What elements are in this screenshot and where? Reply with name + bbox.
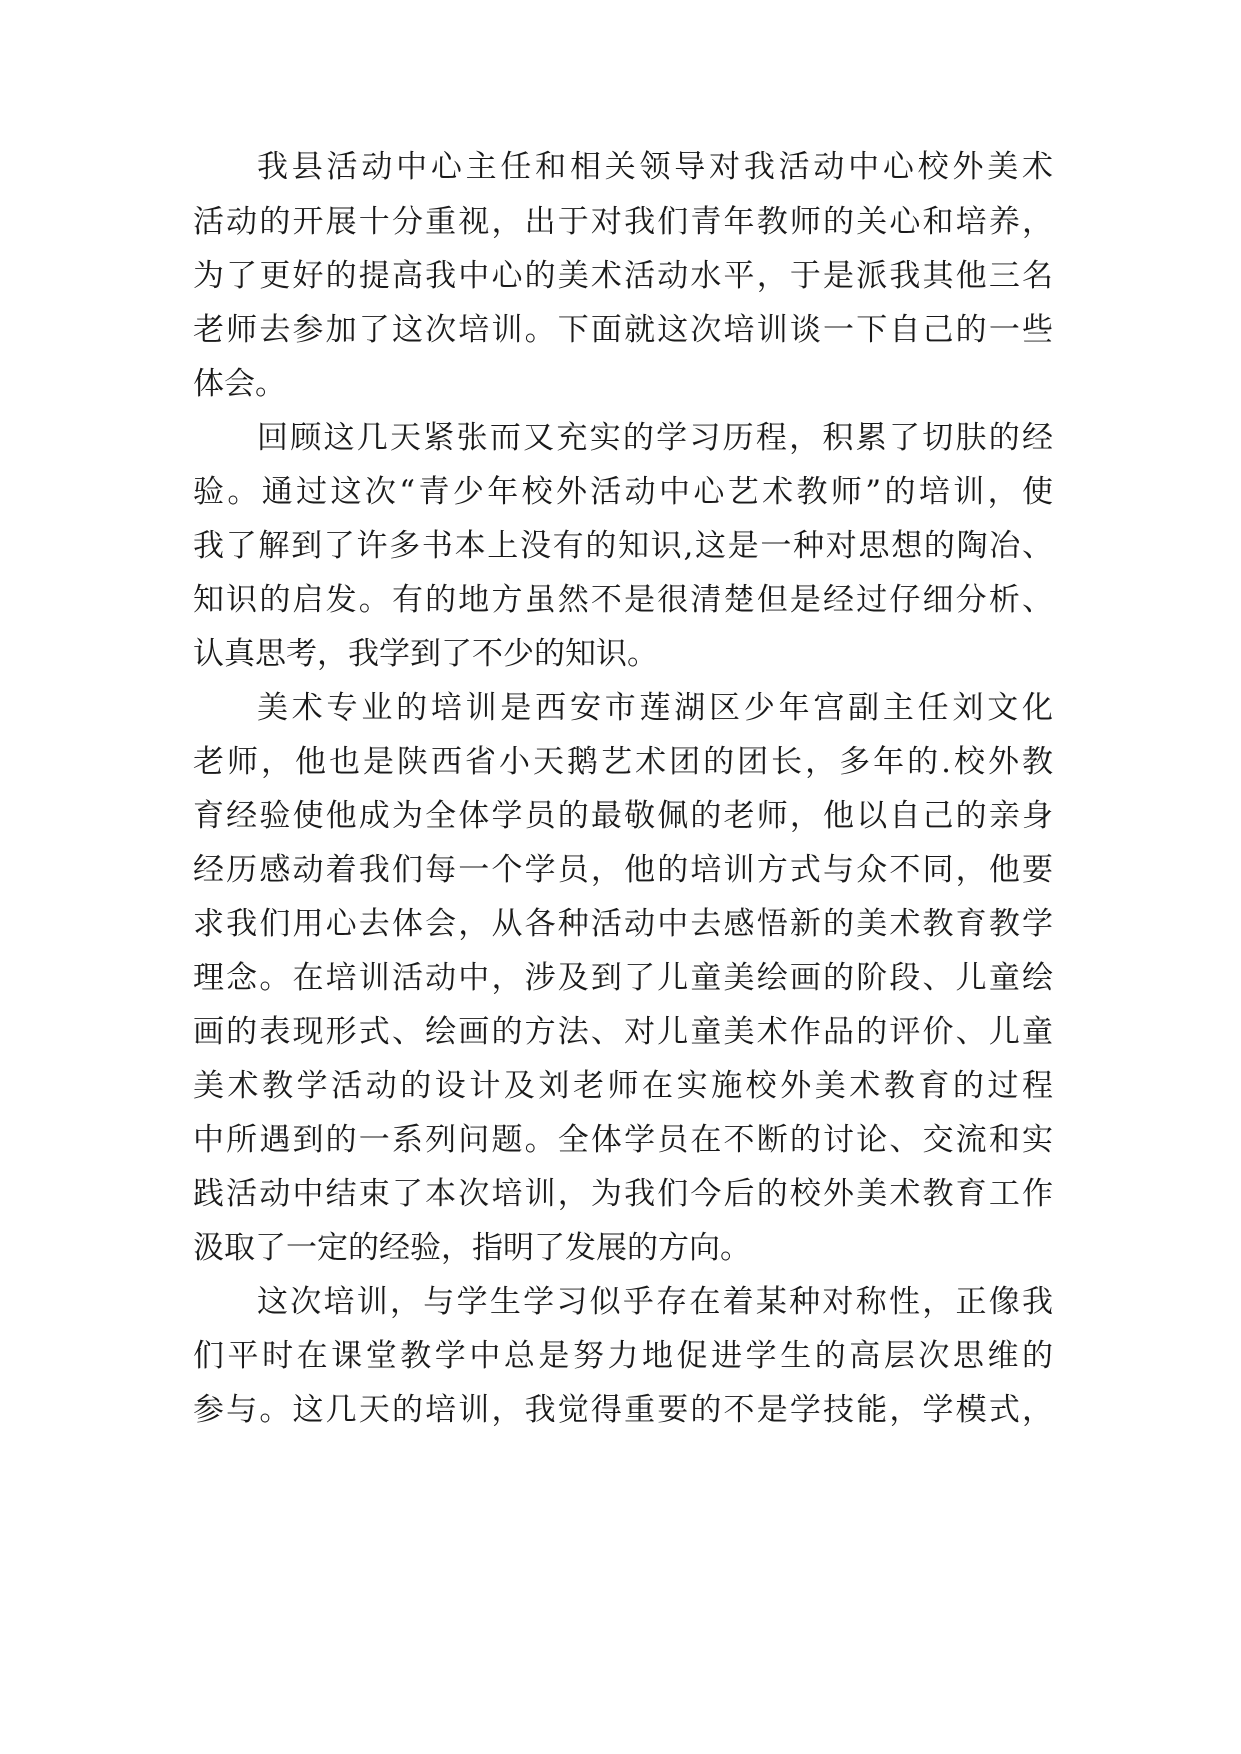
paragraph-2-line-3: 我了解到了许多书本上没有的知识,这是一种对思想的陶冶、 <box>193 528 1053 564</box>
paragraph-3-line-1: 美术专业的培训是西安市莲湖区少年宫副主任刘文化 <box>257 690 1053 726</box>
paragraph-1-line-2: 活动的开展十分重视，出于对我们青年教师的关心和培养， <box>193 204 1053 240</box>
paragraph-1-line-5: 体会。 <box>193 366 286 402</box>
paragraph-2-line-1: 回顾这几天紧张而又充实的学习历程，积累了切肤的经 <box>257 420 1053 456</box>
paragraph-1-line-3: 为了更好的提高我中心的美术活动水平，于是派我其他三名 <box>193 258 1053 294</box>
paragraph-1-line-1: 我县活动中心主任和相关领导对我活动中心校外美术 <box>257 149 1053 185</box>
paragraph-4-line-1: 这次培训，与学生学习似乎存在着某种对称性，正像我 <box>257 1284 1053 1320</box>
paragraph-3-line-9: 中所遇到的一系列问题。全体学员在不断的讨论、交流和实 <box>193 1122 1053 1158</box>
paragraph-4-line-2: 们平时在课堂教学中总是努力地促进学生的高层次思维的 <box>193 1338 1053 1374</box>
paragraph-3-line-8: 美术教学活动的设计及刘老师在实施校外美术教育的过程 <box>193 1068 1053 1104</box>
paragraph-2-line-5: 认真思考，我学到了不少的知识。 <box>193 636 658 672</box>
paragraph-3-line-3: 育经验使他成为全体学员的最敬佩的老师，他以自己的亲身 <box>193 798 1053 834</box>
paragraph-2-line-2: 验。通过这次“青少年校外活动中心艺术教师”的培训，使 <box>193 474 1053 510</box>
paragraph-1-line-4: 老师去参加了这次培训。下面就这次培训谈一下自己的一些 <box>193 312 1053 348</box>
paragraph-3-line-2: 老师，他也是陕西省小天鹅艺术团的团长，多年的.校外教 <box>193 744 1053 780</box>
paragraph-3-line-5: 求我们用心去体会，从各种活动中去感悟新的美术教育教学 <box>193 906 1053 942</box>
paragraph-3-line-6: 理念。在培训活动中，涉及到了儿童美绘画的阶段、儿童绘 <box>193 960 1053 996</box>
paragraph-3-line-11: 汲取了一定的经验，指明了发展的方向。 <box>193 1230 751 1266</box>
paragraph-2-line-4: 知识的启发。有的地方虽然不是很清楚但是经过仔细分析、 <box>193 582 1053 618</box>
paragraph-4-line-3: 参与。这几天的培训，我觉得重要的不是学技能，学模式， <box>193 1392 1053 1428</box>
paragraph-3-line-7: 画的表现形式、绘画的方法、对儿童美术作品的评价、儿童 <box>193 1014 1053 1050</box>
paragraph-3-line-10: 践活动中结束了本次培训，为我们今后的校外美术教育工作 <box>193 1176 1053 1212</box>
paragraph-3-line-4: 经历感动着我们每一个学员，他的培训方式与众不同，他要 <box>193 852 1053 888</box>
